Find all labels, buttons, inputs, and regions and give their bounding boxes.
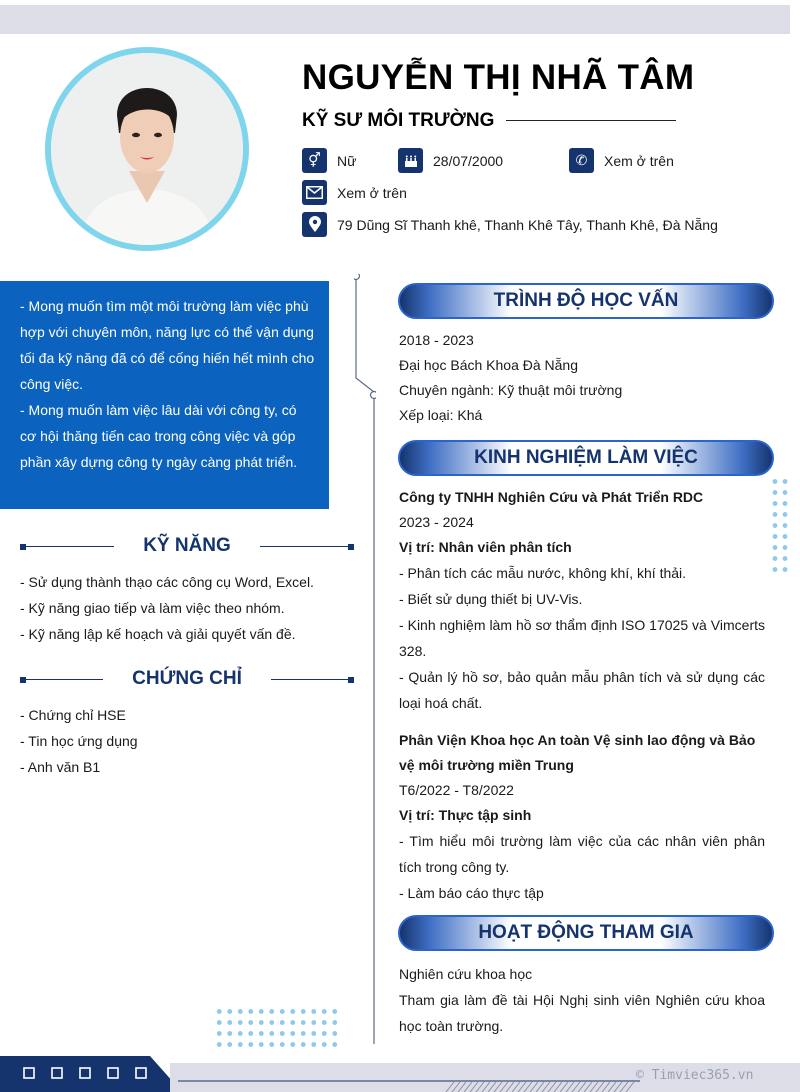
email-row: [302, 180, 407, 205]
task-item: - Phân tích các mẫu nước, không khí, khí thải.: [399, 565, 687, 581]
job-position: Vị trí: Nhân viên phân tích: [399, 539, 572, 555]
birthday-row: [398, 148, 503, 173]
phone-value: Xem ở trên: [604, 152, 674, 169]
job-period: 2023 - 2024: [399, 514, 474, 530]
task-item: - Tìm hiểu môi trường làm việc của các nhân viên phân tích trong công ty.: [399, 833, 765, 875]
activity-title: Nghiên cứu khoa học: [399, 966, 533, 982]
education-details: [399, 328, 765, 428]
address-row: [302, 212, 718, 237]
company-name: Công ty TNHH Nghiên Cứu và Phát Triển RDC: [399, 489, 704, 505]
location-pin-icon: [302, 212, 327, 237]
email-icon: [302, 180, 327, 205]
objective-line: - Mong muốn tìm một môi trường làm việc phù hợp với chuyên môn, năng lực có thể vận dụng tối đa kỹ năng đã có để cống hiến hết mình cho công việc.: [20, 298, 315, 392]
email-value: Xem ở trên: [337, 184, 407, 201]
education-major: Chuyên ngành: Kỹ thuật môi trường: [399, 382, 623, 398]
timeline-line: [354, 274, 376, 1044]
task-item: - Kinh nghiệm làm hồ sơ thẩm định ISO 17025 và Vimcerts 328.: [399, 617, 765, 659]
activities-heading: HOẠT ĐỘNG THAM GIA: [398, 915, 774, 951]
birthday-value: 28/07/2000: [433, 152, 504, 169]
job-2: [399, 728, 765, 906]
gender-value: Nữ: [337, 152, 357, 169]
phone-row: [569, 148, 674, 173]
list-item: - Anh văn B1: [20, 759, 101, 775]
decorative-dots: [214, 1006, 340, 1050]
candidate-name: NGUYỄN THỊ NHÃ TÂM: [302, 58, 695, 97]
career-objective: [0, 281, 329, 509]
portrait-illustration: [51, 53, 243, 245]
list-item: - Chứng chỉ HSE: [20, 707, 126, 723]
decorative-dots: [770, 476, 790, 572]
list-item: - Kỹ năng lập kế hoạch và giải quyết vấn đề.: [20, 626, 296, 642]
certificates-list: [20, 702, 138, 780]
phone-icon: ✆: [569, 148, 594, 173]
job-1: [399, 485, 765, 716]
skills-list: [20, 569, 314, 647]
watermark: © Timviec365.vn: [636, 1068, 754, 1083]
education-heading: TRÌNH ĐỘ HỌC VẤN: [398, 283, 774, 319]
experience-heading: KINH NGHIỆM LÀM VIỆC: [398, 440, 774, 476]
education-grade: Xếp loại: Khá: [399, 407, 483, 423]
certificates-heading: CHỨNG CHỈ: [20, 668, 354, 692]
company-name: Phân Viện Khoa học An toàn Vệ sinh lao động và Bảo vệ môi trường miền Trung: [399, 732, 756, 773]
activity-description: Tham gia làm đề tài Hội Nghị sinh viên Nghiên cứu khoa học toàn trường.: [399, 992, 765, 1034]
profile-photo-frame: [45, 47, 249, 251]
gender-row: [302, 148, 356, 173]
title-divider: [506, 120, 676, 121]
education-school: Đại học Bách Khoa Đà Nẵng: [399, 357, 578, 373]
activities-details: [399, 961, 765, 1039]
list-item: - Tin học ứng dụng: [20, 733, 138, 749]
task-item: - Làm báo cáo thực tập: [399, 885, 544, 901]
job-period: T6/2022 - T8/2022: [399, 782, 514, 798]
objective-line: - Mong muốn làm việc lâu dài với công ty, có cơ hội thăng tiến cao trong công việc và góp phần xây dựng công ty ngày càng phát triển.: [20, 402, 298, 470]
job-position: Vị trí: Thực tập sinh: [399, 807, 532, 823]
task-item: - Biết sử dụng thiết bị UV-Vis.: [399, 591, 583, 607]
task-item: - Quản lý hồ sơ, bảo quản mẫu phân tích và sử dụng các loại hoá chất.: [399, 669, 765, 711]
gender-icon: ⚥: [302, 148, 327, 173]
job-title: KỸ SƯ MÔI TRƯỜNG: [302, 110, 495, 131]
profile-photo: [51, 53, 243, 245]
skills-heading: KỸ NĂNG: [20, 535, 354, 559]
list-item: - Kỹ năng giao tiếp và làm việc theo nhóm.: [20, 600, 285, 616]
education-period: 2018 - 2023: [399, 332, 474, 348]
list-item: - Sử dụng thành thạo các công cụ Word, Excel.: [20, 574, 314, 590]
birthday-cake-icon: [398, 148, 423, 173]
address-value: 79 Dũng Sĩ Thanh khê, Thanh Khê Tây, Thanh Khê, Đà Nẵng: [337, 216, 718, 233]
top-bar: [0, 5, 790, 34]
